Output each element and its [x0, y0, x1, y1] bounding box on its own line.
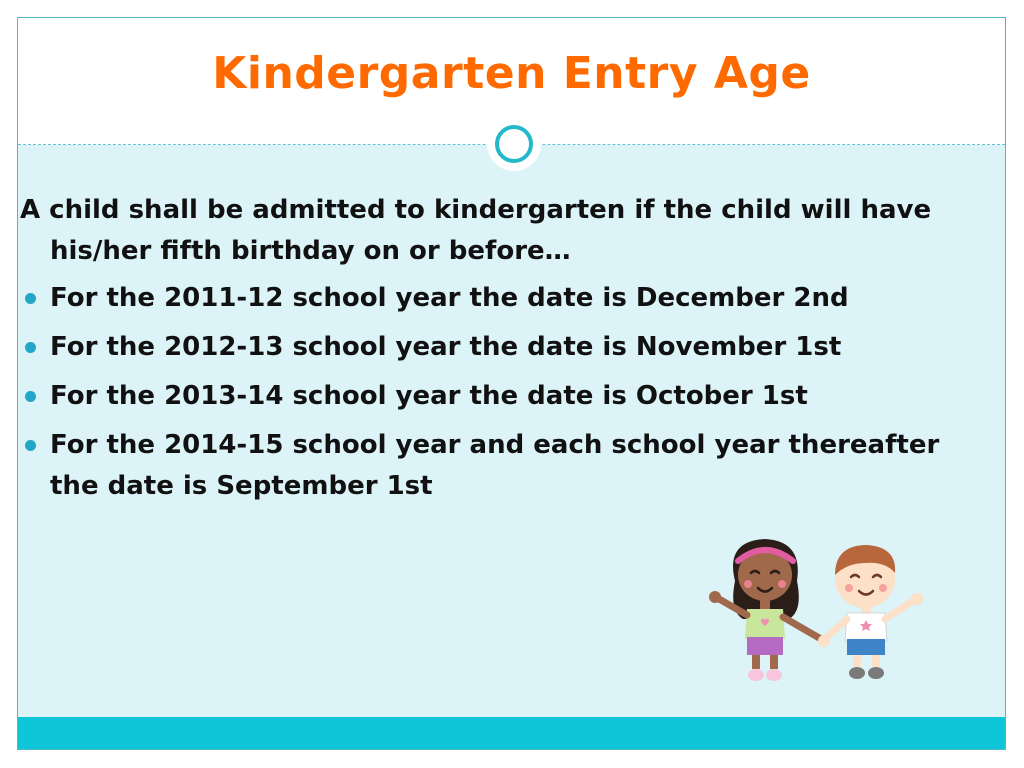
list-item-text: For the 2011-12 school year the date is December 2nd — [50, 283, 849, 313]
list-item-text: For the 2012-13 school year the date is November 1st — [50, 332, 842, 362]
date-list — [20, 278, 960, 507]
slide-footer-bar — [18, 717, 1005, 749]
bullet-dot-icon — [25, 342, 36, 353]
bullet-dot-icon — [25, 440, 36, 451]
list-item — [20, 278, 960, 319]
list-item-text: For the 2013-14 school year the date is October 1st — [50, 381, 808, 411]
slide-body — [20, 190, 960, 515]
list-item — [20, 327, 960, 368]
list-item — [20, 425, 960, 507]
bullet-dot-icon — [25, 293, 36, 304]
girl-figure — [709, 539, 821, 681]
slide-title: Kindergarten Entry Age — [212, 48, 811, 99]
list-item-text: For the 2014-15 school year and each school year thereafter the date is September 1st — [50, 430, 940, 501]
divider-circle-ornament — [495, 125, 533, 163]
children-holding-hands-icon — [685, 521, 935, 696]
intro-paragraph: A child shall be admitted to kindergarten if the child will have his/her fifth birthday on or before… — [20, 195, 932, 266]
boy-figure — [818, 545, 923, 679]
list-item — [20, 376, 960, 417]
bullet-dot-icon — [25, 391, 36, 402]
